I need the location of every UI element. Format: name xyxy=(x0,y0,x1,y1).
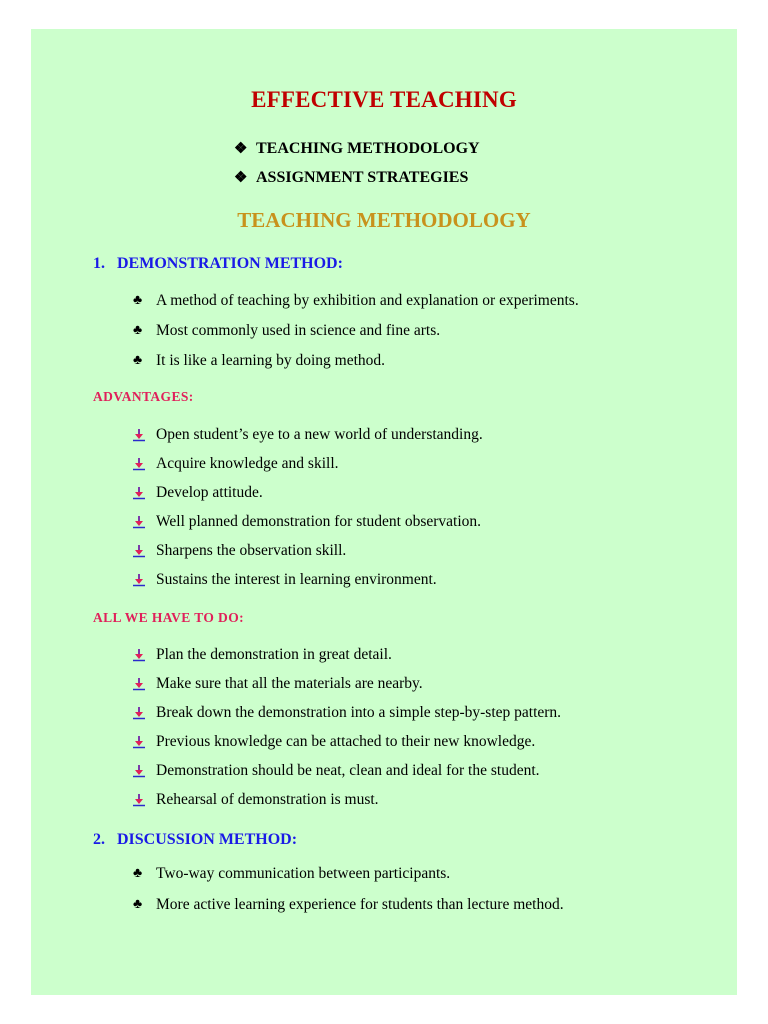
discussion-method-heading xyxy=(93,831,297,849)
list-item xyxy=(133,698,561,727)
list-item-text: Most commonly used in science and fine arts. xyxy=(156,322,441,339)
list-item-text: Develop attitude. xyxy=(156,483,263,501)
list-item-text: Sustains the interest in learning environment. xyxy=(156,570,437,588)
list-item xyxy=(133,536,483,565)
down-arrow-bullet-icon xyxy=(133,573,156,587)
down-arrow-bullet-icon xyxy=(133,486,156,500)
list-item-text: Break down the demonstration into a simple step-by-step pattern. xyxy=(156,703,562,721)
list-item xyxy=(133,785,561,814)
heading-text: DEMONSTRATION METHOD: xyxy=(117,255,343,272)
list-item xyxy=(133,727,561,756)
list-item-text: Plan the demonstration in great detail. xyxy=(156,645,392,663)
list-item-text: More active learning experience for students than lecture method. xyxy=(156,895,564,913)
list-item xyxy=(133,756,561,785)
list-item xyxy=(133,316,579,346)
list-item-text: It is like a learning by doing method. xyxy=(156,352,386,369)
toc-item xyxy=(234,168,480,197)
down-arrow-bullet-icon xyxy=(133,457,156,471)
list-item xyxy=(133,420,483,449)
heading-text: DISCUSSION METHOD: xyxy=(117,831,298,848)
list-item xyxy=(133,507,483,536)
club-bullet-icon: ♣ xyxy=(133,896,143,912)
heading-number: 1. xyxy=(93,255,105,272)
list-item xyxy=(133,286,579,316)
list-item xyxy=(133,565,483,594)
list-item xyxy=(133,478,483,507)
down-arrow-bullet-icon xyxy=(133,793,156,807)
diamond-bullet-icon: ❖ xyxy=(234,141,248,157)
list-item xyxy=(133,889,564,920)
section-title: TEACHING METHODOLOGY xyxy=(237,208,531,232)
down-arrow-bullet-icon xyxy=(133,706,156,720)
down-arrow-bullet-icon xyxy=(133,515,156,529)
list-item-text: Sharpens the observation skill. xyxy=(156,541,347,559)
demonstration-points-list xyxy=(133,286,579,376)
list-item xyxy=(133,449,483,478)
list-item xyxy=(133,858,564,889)
list-item-text: Open student’s eye to a new world of understanding. xyxy=(156,425,483,443)
down-arrow-bullet-icon xyxy=(133,677,156,691)
toc-label: TEACHING METHODOLOGY xyxy=(256,140,480,157)
list-item-text: Rehearsal of demonstration is must. xyxy=(156,790,379,808)
all-we-have-to-do-heading: ALL WE HAVE TO DO: xyxy=(93,610,244,625)
club-bullet-icon: ♣ xyxy=(133,293,143,308)
list-item xyxy=(133,640,561,669)
list-item-text: Previous knowledge can be attached to their new knowledge. xyxy=(156,732,536,750)
list-item-text: Acquire knowledge and skill. xyxy=(156,454,339,472)
list-item-text: Make sure that all the materials are nearby. xyxy=(156,674,423,692)
todo-list xyxy=(133,640,561,814)
down-arrow-bullet-icon xyxy=(133,428,156,442)
list-item-text: Demonstration should be neat, clean and ideal for the student. xyxy=(156,761,540,779)
advantages-list xyxy=(133,420,483,594)
down-arrow-bullet-icon xyxy=(133,648,156,662)
list-item-text: Well planned demonstration for student observation. xyxy=(156,512,482,530)
table-of-contents xyxy=(234,139,480,197)
list-item-text: Two-way communication between participants. xyxy=(156,864,451,882)
list-item xyxy=(133,346,579,376)
list-item-text: A method of teaching by exhibition and explanation or experiments. xyxy=(156,292,579,309)
advantages-heading: ADVANTAGES: xyxy=(93,389,194,404)
down-arrow-bullet-icon xyxy=(133,764,156,778)
list-item xyxy=(133,669,561,698)
club-bullet-icon: ♣ xyxy=(133,865,143,881)
document-page xyxy=(31,29,737,995)
heading-number: 2. xyxy=(93,831,105,848)
down-arrow-bullet-icon xyxy=(133,735,156,749)
club-bullet-icon: ♣ xyxy=(133,353,143,368)
toc-label: ASSIGNMENT STRATEGIES xyxy=(256,169,469,186)
document-title: EFFECTIVE TEACHING xyxy=(251,87,517,112)
toc-item xyxy=(234,139,480,168)
club-bullet-icon: ♣ xyxy=(133,323,143,338)
discussion-points-list xyxy=(133,858,564,920)
down-arrow-bullet-icon xyxy=(133,544,156,558)
demonstration-method-heading xyxy=(93,255,343,273)
diamond-bullet-icon: ❖ xyxy=(234,170,248,186)
